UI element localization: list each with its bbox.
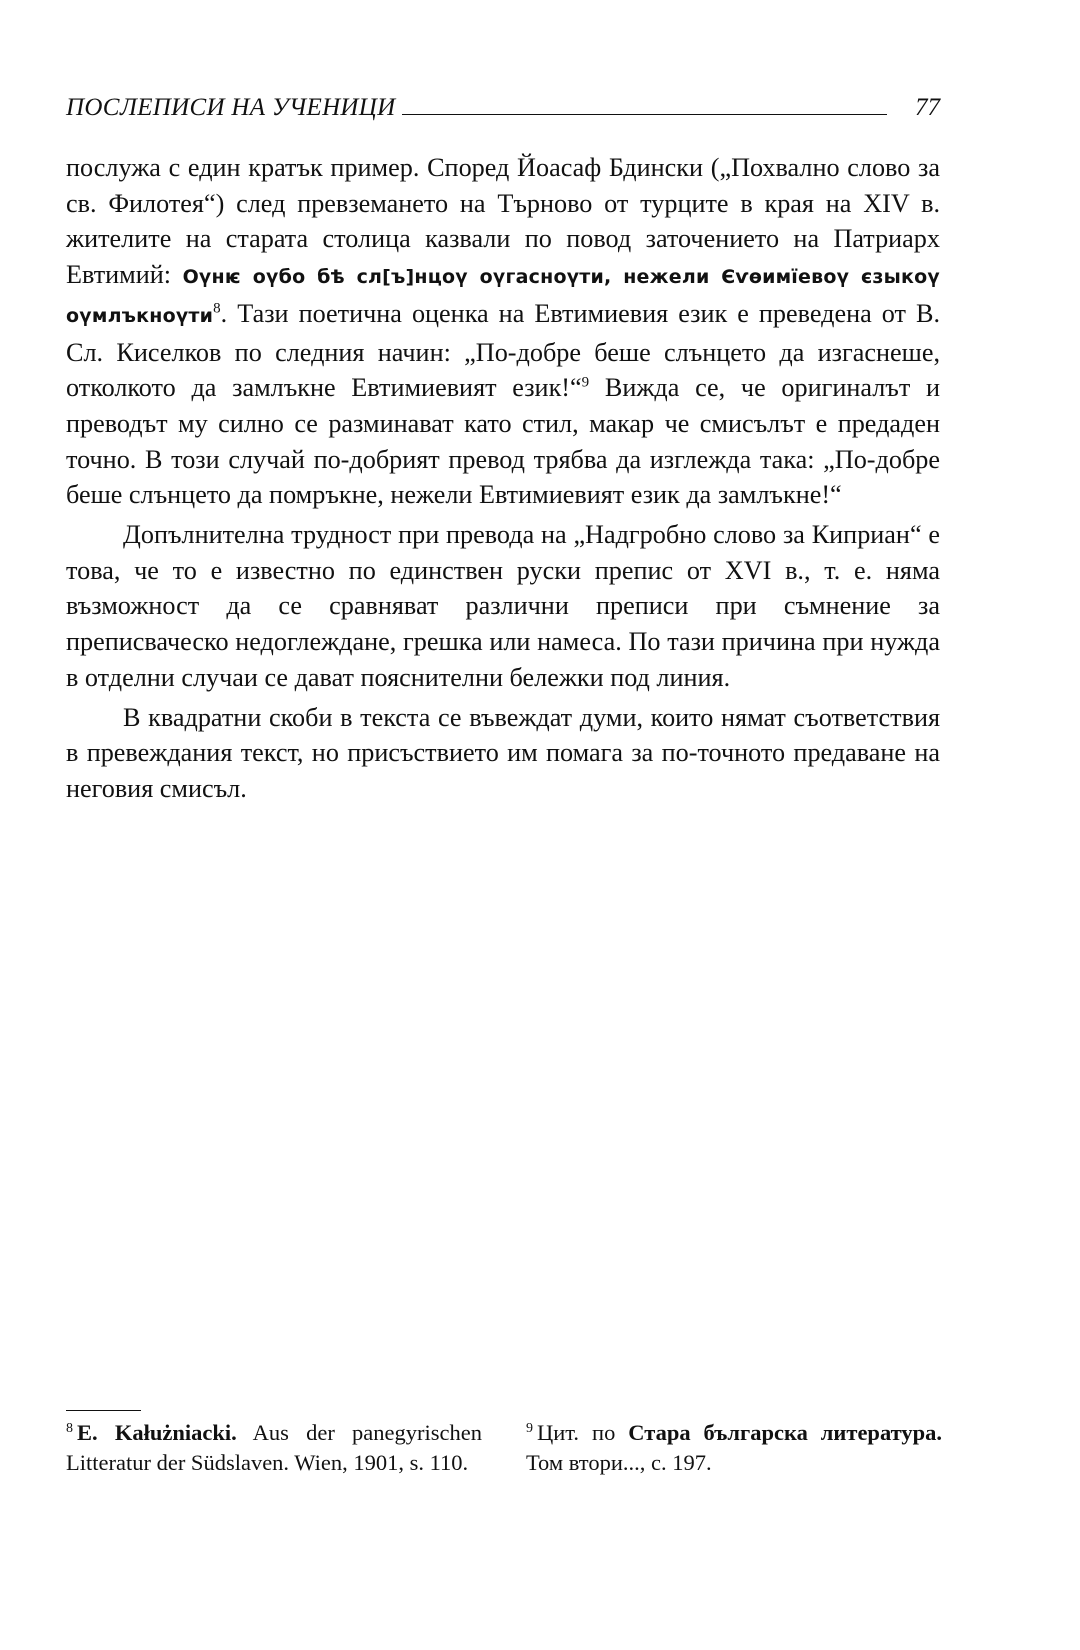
old-slavonic-quote: Оүнѥ оүбо бѣ сл[ъ]нцоү оүгаснoүти, нежели Єѵѳимїевоү єзыкоү оүмлъкноүти bbox=[66, 266, 940, 327]
paragraph-3: В квадратни скоби в текста се въвеждат думи, които нямат съответствия в превеждания текст, но присъствието им помага за по-точното предаване на неговия смисъл. bbox=[66, 702, 940, 803]
paragraph-2: Допълнителна трудност при превода на „Надгробно слово за Киприан“ е това, че то е известно по единствен руски препис от XVI в., т. е. няма възможност да се сравняват различни преписи при съмнение за преписваческо недоглеждане, грешка или намеса. По тази причина при нужда в отделни случаи се дават пояснителни бележки под линия. bbox=[66, 520, 940, 692]
footnote-8-text: Aus der panegyrischen Litteratur der Südslaven. Wien, 1901, s. 110. bbox=[66, 1420, 482, 1475]
running-title: ПОСЛЕПИСИ НА УЧЕНИЦИ bbox=[66, 94, 396, 121]
footnote-8-author: E. Kałużniacki. bbox=[77, 1420, 237, 1445]
footnote-9 bbox=[526, 1418, 942, 1478]
paragraph-1-text-c: Вижда се, че оригиналът и преводът му силно се разминават като стил, макар че смисълът е предаден точно. В този случай по-добрият превод трябва да изглежда така: „По-добре беше слънцето да помръкне, нежели Евтимиевият език да замлъкне!“ bbox=[66, 373, 940, 510]
footnote-9-lead: Цит. по bbox=[537, 1420, 629, 1445]
footnote-9-number: 9 bbox=[526, 1420, 533, 1436]
header-rule bbox=[402, 114, 888, 115]
main-text bbox=[66, 150, 940, 807]
footnote-8 bbox=[66, 1418, 482, 1478]
paragraph-1-text-b: . Тази поетична оценка на Евтимиевия език е преведена от В. Сл. Киселков по следния начин: „По-добре беше слънцето да изгаснеше, отколкото да замлъкне Евтимиевият език!“ bbox=[66, 298, 940, 403]
footnote-ref-8: 8 bbox=[213, 300, 221, 317]
footnotes bbox=[66, 1418, 942, 1478]
page-number: 77 bbox=[915, 94, 940, 121]
footnote-9-text: Том втори..., с. 197. bbox=[526, 1450, 712, 1475]
paragraph-1-text-a: послужа с един кратък пример. Според Йоасаф Бдински („Похвално слово за св. Филотея“) след превземането на Търново от турците в края на XIV в. жителите на старата столица казвали по повод заточението на Патриарх Евтимий: bbox=[66, 153, 940, 290]
page-header bbox=[66, 88, 940, 122]
paragraph-1 bbox=[66, 150, 940, 513]
footnote-9-title: Стара българска литература. bbox=[628, 1420, 942, 1445]
footnote-rule bbox=[66, 1410, 141, 1411]
footnote-ref-9: 9 bbox=[581, 374, 590, 391]
footnote-8-number: 8 bbox=[66, 1420, 73, 1436]
